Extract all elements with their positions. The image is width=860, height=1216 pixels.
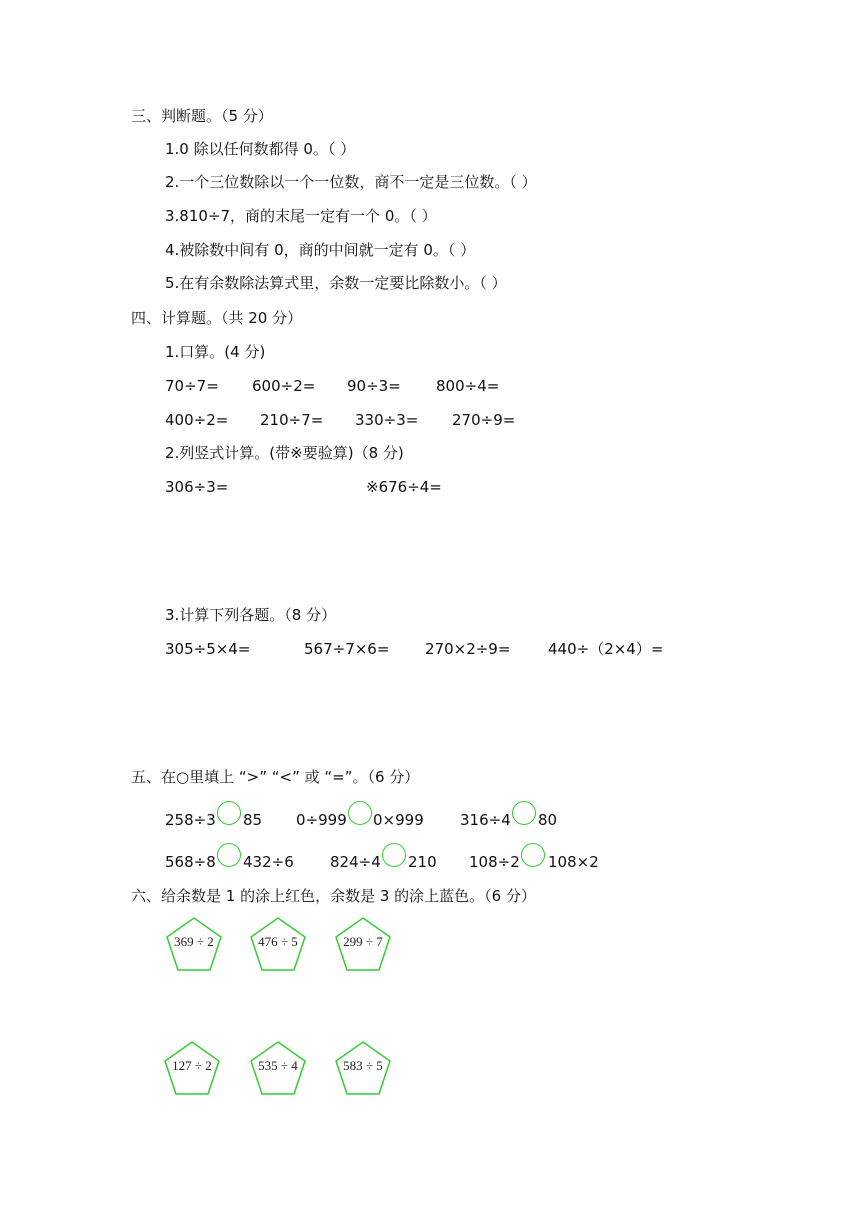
oral-calc-item: 330÷3=: [355, 411, 419, 429]
pentagon-shape[interactable]: [334, 916, 392, 972]
pentagon-label: 299 ÷ 7: [343, 934, 383, 949]
compare-right: 85: [243, 811, 263, 829]
section-4-title: 四、计算题。（共 20 分）: [131, 309, 303, 327]
compare-circle[interactable]: [512, 801, 536, 825]
compare-left: 258÷3: [165, 811, 216, 829]
compare-circle[interactable]: [217, 843, 241, 867]
judge-item-3: 3.810÷7，商的末尾一定有一个 0。（ ）: [165, 207, 437, 225]
judge-item-5: 5.在有余数除法算式里，余数一定要比除数小。（ ）: [165, 274, 507, 292]
section-3-title: 三、判断题。（5 分）: [131, 107, 273, 125]
oral-calc-item: 270÷9=: [452, 411, 516, 429]
pentagon-label: 127 ÷ 2: [172, 1058, 212, 1073]
vertical-calc-title: 2.列竖式计算。(带※要验算)（8 分): [165, 444, 404, 462]
judge-item-2: 2.一个三位数除以一个一位数，商不一定是三位数。（ ）: [165, 173, 537, 191]
pentagon-label: 535 ÷ 4: [258, 1058, 298, 1073]
compare-circle[interactable]: [521, 843, 545, 867]
vertical-calc-item: ※676÷4=: [366, 478, 442, 496]
compare-circle[interactable]: [348, 801, 372, 825]
vertical-calc-item: 306÷3=: [165, 478, 229, 496]
compare-circle[interactable]: [382, 843, 406, 867]
compare-left: 0÷999: [296, 811, 347, 829]
mixed-calc-item: 270×2÷9=: [425, 640, 511, 658]
compare-right: 108×2: [548, 853, 599, 871]
pentagon-shape[interactable]: [163, 1040, 221, 1096]
mixed-calc-item: 567÷7×6=: [304, 640, 390, 658]
pentagon-shape[interactable]: [334, 1040, 392, 1096]
compare-right: 80: [538, 811, 558, 829]
oral-calc-item: 800÷4=: [436, 377, 500, 395]
section-6-title: 六、给余数是 1 的涂上红色，余数是 3 的涂上蓝色。（6 分）: [131, 887, 536, 905]
compare-left: 568÷8: [165, 853, 216, 871]
pentagon-shape[interactable]: [165, 916, 223, 972]
section-5-title: 五、在○里填上 “>” “<” 或 “=”。（6 分）: [131, 768, 420, 786]
oral-calc-item: 400÷2=: [165, 411, 229, 429]
pentagon-label: 369 ÷ 2: [174, 934, 214, 949]
oral-calc-item: 600÷2=: [252, 377, 316, 395]
compare-right: 210: [408, 853, 437, 871]
oral-calc-item: 210÷7=: [260, 411, 324, 429]
compare-circle[interactable]: [217, 801, 241, 825]
compare-left: 824÷4: [330, 853, 381, 871]
judge-item-1: 1.0 除以任何数都得 0。（ ）: [165, 140, 356, 158]
mixed-calc-item: 440÷（2×4）=: [548, 640, 664, 658]
oral-calc-title: 1.口算。(4 分): [165, 343, 266, 361]
oral-calc-item: 70÷7=: [165, 377, 219, 395]
mixed-calc-item: 305÷5×4=: [165, 640, 251, 658]
compare-right: 0×999: [373, 811, 424, 829]
pentagon-label: 583 ÷ 5: [343, 1058, 383, 1073]
pentagon-shape[interactable]: [249, 916, 307, 972]
compare-left: 108÷2: [469, 853, 520, 871]
mixed-calc-title: 3.计算下列各题。（8 分）: [165, 606, 337, 624]
compare-right: 432÷6: [243, 853, 294, 871]
judge-item-4: 4.被除数中间有 0，商的中间就一定有 0。（ ）: [165, 241, 476, 259]
pentagon-shape[interactable]: [249, 1040, 307, 1096]
pentagon-label: 476 ÷ 5: [258, 934, 298, 949]
compare-left: 316÷4: [460, 811, 511, 829]
oral-calc-item: 90÷3=: [347, 377, 401, 395]
